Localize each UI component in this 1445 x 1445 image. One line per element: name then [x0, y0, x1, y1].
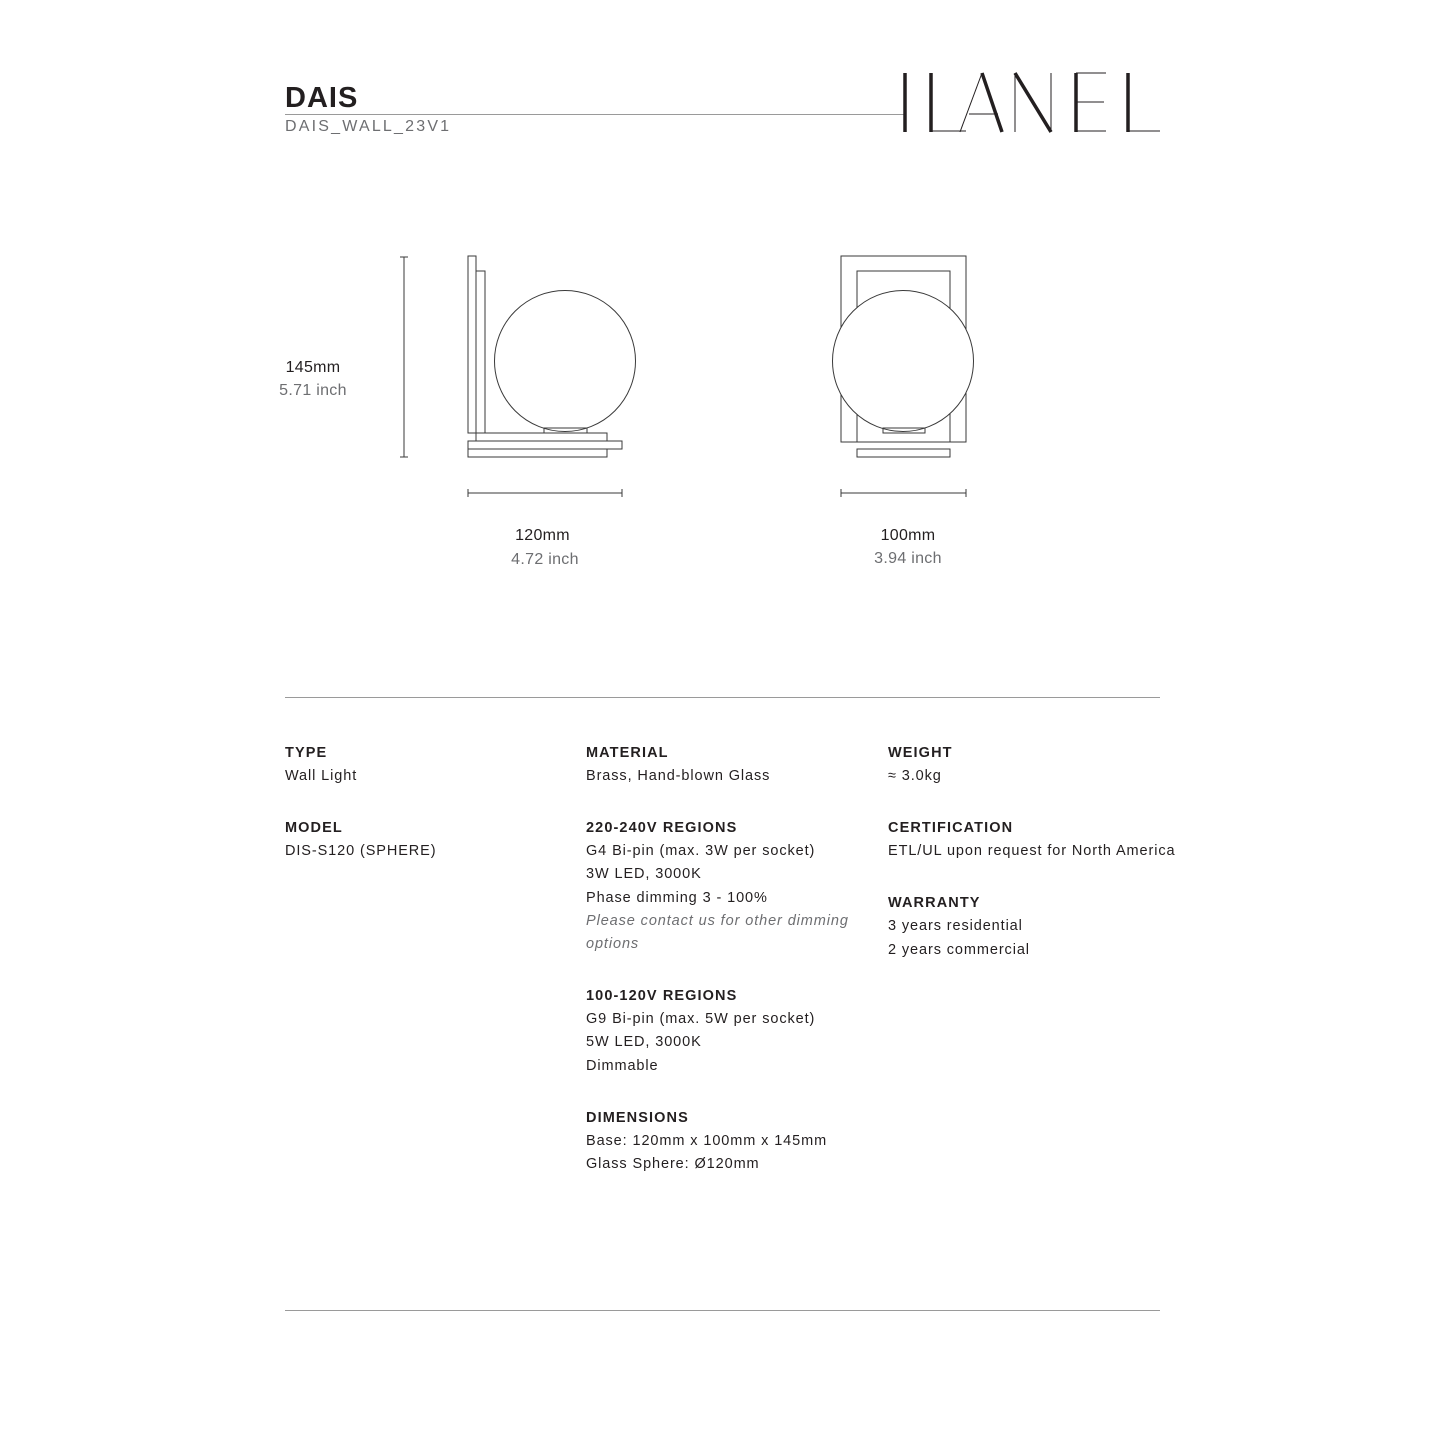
side-width-mm-label: 120mm — [515, 527, 570, 544]
height-inch-label: 5.71 inch — [279, 382, 347, 399]
spec-value: Wall Light — [285, 768, 358, 784]
spec-value: Glass Sphere: Ø120mm — [586, 1156, 760, 1173]
spec-value: Dimmable — [586, 1057, 659, 1074]
front-width-inch-label: 3.94 inch — [874, 550, 942, 567]
front-width-mm-label: 100mm — [880, 527, 936, 544]
spec-100-120v — [586, 985, 849, 1078]
spec-label: MATERIAL — [586, 745, 669, 761]
spec-note: Please contact us for other dimming — [586, 912, 849, 929]
spec-value: 5W LED, 3000K — [586, 1034, 702, 1051]
spec-dimensions — [586, 1107, 849, 1176]
page-title: DAIS — [285, 82, 359, 114]
footer-rule — [285, 1310, 1160, 1311]
spec-column-3 — [888, 742, 1175, 991]
spec-label: 100-120V REGIONS — [586, 988, 738, 1005]
spec-value: 3 years residential — [888, 918, 1023, 935]
spec-value: ≈ 3.0kg — [888, 768, 942, 784]
spec-value: Base: 120mm x 100mm x 145mm — [586, 1132, 828, 1149]
spec-column-2 — [586, 742, 849, 1205]
side-width-dimension-line — [468, 489, 622, 497]
spec-note: options — [586, 936, 640, 953]
spec-220-240v — [586, 817, 849, 956]
side-width-inch-label: 4.72 inch — [511, 551, 579, 568]
spec-label: TYPE — [285, 745, 328, 761]
spec-value: DIS-S120 (SPHERE) — [285, 843, 437, 860]
spec-value: ETL/UL upon request for North America — [888, 843, 1176, 860]
height-dimension-line — [400, 257, 408, 457]
spec-label: WARRANTY — [888, 895, 981, 912]
spec-material — [586, 742, 849, 788]
spec-certification — [888, 817, 1175, 863]
spec-column-1 — [285, 742, 436, 892]
spec-type — [285, 742, 436, 788]
spec-value: 2 years commercial — [888, 941, 1030, 958]
spec-top-rule — [285, 697, 1160, 698]
front-view — [833, 256, 974, 457]
spec-value: 3W LED, 3000K — [586, 866, 702, 883]
spec-warranty — [888, 892, 1175, 961]
spec-value: G9 Bi-pin (max. 5W per socket) — [586, 1011, 816, 1028]
spec-label: MODEL — [285, 820, 343, 837]
front-width-dimension-line — [841, 489, 966, 497]
spec-label: DIMENSIONS — [586, 1109, 689, 1126]
product-code: DAIS_WALL_23V1 — [285, 118, 452, 135]
spec-label: WEIGHT — [888, 745, 953, 761]
spec-label: CERTIFICATION — [888, 820, 1014, 837]
spec-label: 220-240V REGIONS — [586, 820, 738, 837]
spec-weight — [888, 742, 1175, 788]
spec-model — [285, 817, 436, 863]
spec-value: Brass, Hand-blown Glass — [586, 768, 771, 784]
technical-drawing — [0, 0, 1445, 700]
height-mm-label: 145mm — [285, 359, 341, 376]
spec-value: Phase dimming 3 - 100% — [586, 889, 768, 906]
side-view — [468, 256, 636, 457]
spec-value: G4 Bi-pin (max. 3W per socket) — [586, 843, 816, 860]
